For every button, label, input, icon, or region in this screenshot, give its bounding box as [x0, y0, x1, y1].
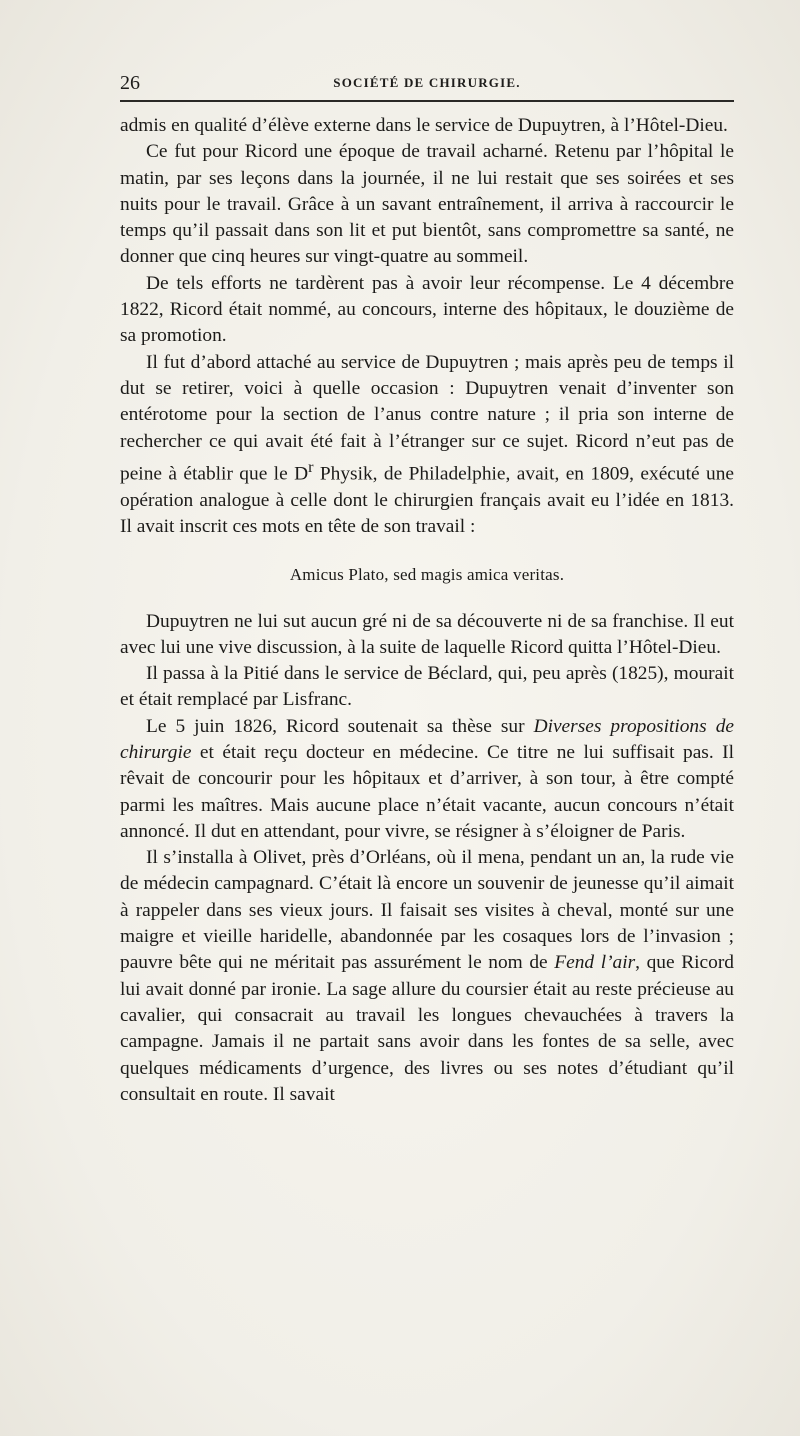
paragraph-8-text-a: Il s’installa à Olivet, près d’Orléans, où il mena, pendant un an, la rude vie de médecin campagnard. C’était là encore un souvenir de jeunesse qu’il aimait à rappeler dans ses vieux jours. Il faisait ses visites à cheval, monté sur une maigre et vieille haridelle, abandonnée par les cosaques lors de l’invasion ; pauvre bête qui ne méritait pas assurément le nom de: [120, 847, 734, 974]
paragraph-5: [120, 609, 734, 662]
paragraph-8: [120, 845, 734, 1108]
paragraph-4-superscript: r: [308, 458, 314, 476]
thesis-title: Diverses propositions de chirurgie: [120, 715, 734, 763]
header-rule: [120, 100, 734, 102]
latin-quote: [120, 562, 734, 588]
paragraph-2: [120, 139, 734, 270]
paragraph-1: [120, 113, 734, 139]
paragraph-2-text: Ce fut pour Ricord une époque de travail acharné. Retenu par l’hôpital le matin, par ses leçons dans la journée, il ne lui restait que ses soirées et ses nuits pour le travail. Grâce à un savant entraînement, il arriva à raccourcir le temps qu’il passait dans son lit et put bientôt, sans compromettre sa santé, ne donner que cinq heures sur vingt-quatre au sommeil.: [120, 141, 734, 268]
horse-name: Fend l’air: [554, 952, 636, 974]
paragraph-3-text: De tels efforts ne tardèrent pas à avoir leur récompense. Le 4 décembre 1822, Ricord était nommé, au concours, interne des hôpitaux, le douzième de sa promotion.: [120, 272, 734, 347]
paragraph-4: [120, 350, 734, 541]
paragraph-7-text-b: et était reçu docteur en médecine. Ce titre ne lui suffisait pas. Il rêvait de concourir pour les hôpitaux et d’arriver, à son tour, à être compté parmi les maîtres. Mais aucune place n’était vacante, aucun concours n’était annoncé. Il dut en attendant, pour vivre, se résigner à s’éloigner de Paris.: [120, 742, 734, 842]
paragraph-3: [120, 271, 734, 350]
body-text: [120, 113, 734, 1108]
paragraph-8-text-b: , que Ricord lui avait donné par ironie. La sage allure du coursier était au reste précieuse au cavalier, qui consacrait au travail les longues chevauchées à travers la campagne. Jamais il ne partait sans avoir dans les fontes de sa selle, avec quelques médicaments d’urgence, des livres ou ses notes d’étudiant qu’il consultait en route. Il savait: [120, 952, 734, 1105]
paragraph-6-text: Il passa à la Pitié dans le service de Béclard, qui, peu après (1825), mourait et était remplacé par Lisfranc.: [120, 663, 734, 711]
paragraph-1-text: admis en qualité d’élève externe dans le service de Dupuytren, à l’Hôtel-Dieu.: [120, 115, 728, 136]
latin-quote-text: Amicus Plato, sed magis amica veritas.: [289, 565, 565, 585]
running-title: SOCIÉTÉ DE CHIRURGIE.: [333, 75, 521, 90]
page-number: 26: [120, 72, 140, 94]
paragraph-4-text-a: Il fut d’abord attaché au service de Dupuytren ; mais après peu de temps il dut se retirer, voici à quelle occasion : Dupuytren venait d’inventer son entérotome pour la section de l’anus contre nature ; il pria son interne de rechercher ce qui avait été fait à l’étranger sur ce sujet. Ricord n’eut pas de peine à établir que le D: [120, 351, 734, 485]
paragraph-7: [120, 714, 734, 845]
paragraph-7-text-a: Le 5 juin 1826, Ricord soutenait sa thèse sur: [146, 715, 534, 737]
paragraph-5-text: Dupuytren ne lui sut aucun gré ni de sa découverte ni de sa franchise. Il eut avec lui une vive discussion, à la suite de laquelle Ricord quitta l’Hôtel-Dieu.: [120, 610, 734, 658]
paragraph-4-text-b: Physik, de Philadelphie, avait, en 1809, exécuté une opération analogue à celle dont le chirurgien français avait eu l’idée en 1813. Il avait inscrit ces mots en tête de son travail :: [120, 463, 734, 537]
paragraph-6: [120, 661, 734, 714]
page-header: [120, 70, 734, 96]
